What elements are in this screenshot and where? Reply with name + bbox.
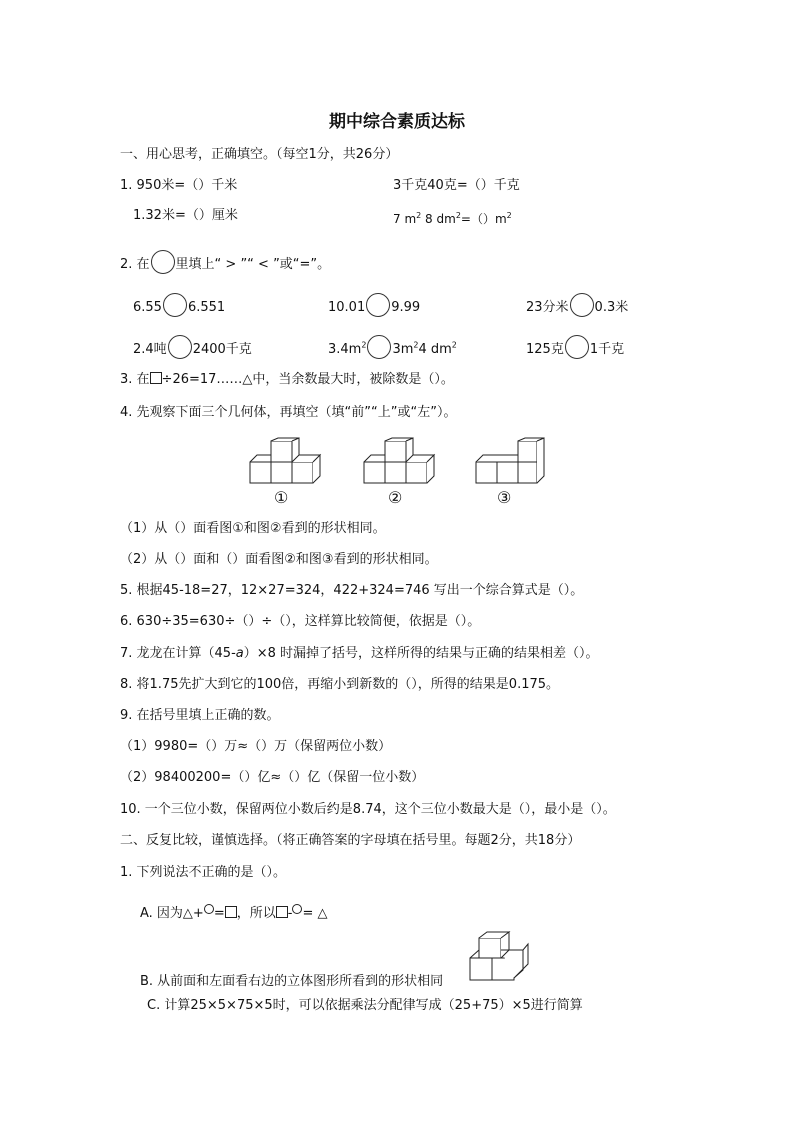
q6: 6. 630÷35=630÷（）÷（），这样算比较简便，依据是（）。 [120, 614, 481, 629]
solid-figure-2 [364, 438, 434, 486]
s2-q1-stem: 1. 下列说法不正确的是（）。 [120, 865, 287, 880]
s2-q1-option-c: C. 计算25×5×75×5时，可以依据乘法分配律写成（25+75）×5进行简算 [147, 998, 583, 1013]
q1-a: 1. 950米=（）千米 [120, 178, 238, 193]
s2-q1-option-b: B. 从前面和左面看右边的立体图形所看到的形状相同 [140, 974, 444, 989]
q3: 3. 在 ÷26=17……△中，当余数最大时，被除数是（）。 [120, 372, 454, 387]
compare-circle[interactable] [367, 335, 391, 359]
blank-square[interactable] [150, 372, 162, 384]
compare-circle[interactable] [163, 293, 187, 317]
figure-label-1: ① [274, 488, 289, 507]
q1-d: 7 $m^2$ 8 $dm^2=()m^2$ [393, 211, 512, 226]
square-shape [225, 906, 237, 918]
q1-b: 3千克40克=（）千克 [393, 178, 520, 193]
compare-circle[interactable] [366, 293, 390, 317]
q7: 7. 龙龙在计算（45-a）×8 时漏掉了括号，这样所得的结果与正确的结果相差（）。 [120, 646, 599, 661]
figure-label-3: ③ [497, 488, 512, 507]
q5: 5. 根据45-18=27，12×27=324，422+324=746 写出一个综合算式是（）。 [120, 583, 584, 598]
q9-b: （2）98400200=（）亿≈（）亿（保留一位小数） [120, 770, 425, 785]
q2-item-5: $3.4m^2$ $3m^24$ $dm^2$ [328, 335, 457, 359]
section2-heading: 二、反复比较，谨慎选择。（将正确答案的字母填在括号里。每题2分，共18分） [120, 833, 581, 848]
page-title: 期中综合素质达标 [329, 112, 465, 132]
q4-b: （2）从（）面和（）面看图②和图③看到的形状相同。 [120, 552, 438, 567]
q2-item-2: 10.01 9.99 [328, 293, 420, 317]
circle-shape [292, 904, 302, 914]
solid-figure-3 [476, 438, 544, 486]
compare-circle[interactable] [168, 335, 192, 359]
q2-item-3: 23分米 0.3米 [526, 293, 628, 317]
q4-a: （1）从（）面看图①和图②看到的形状相同。 [120, 521, 386, 536]
q1-c: 1.32米=（）厘米 [133, 208, 238, 223]
s2-q1-option-a: A. 因为△+ = ，所以 - = △ [140, 906, 328, 921]
q2-stem: 2. 在 里填上“ > ”“ < ”或“=”。 [120, 250, 330, 274]
compare-circle[interactable] [570, 293, 594, 317]
solid-figure-1 [250, 438, 320, 486]
q2-item-6: 125克 1千克 [526, 335, 624, 359]
q9-stem: 9. 在括号里填上正确的数。 [120, 708, 280, 723]
solid-figure-option-b [470, 930, 528, 982]
square-shape [276, 906, 288, 918]
section1-heading: 一、用心思考，正确填空。（每空1分，共26分） [120, 147, 399, 162]
q4-stem: 4. 先观察下面三个几何体，再填空（填“前”“上”或“左”）。 [120, 405, 457, 420]
q10: 10. 一个三位小数，保留两位小数后约是8.74，这个三位小数最大是（），最小是（）。 [120, 802, 616, 817]
circle-shape [204, 904, 214, 914]
q2-item-4: 2.4吨 2400千克 [133, 335, 252, 359]
q9-a: （1）9980=（）万≈（）万（保留两位小数） [120, 739, 392, 754]
figure-label-2: ② [388, 488, 403, 507]
compare-circle[interactable] [565, 335, 589, 359]
compare-circle [151, 250, 175, 274]
q8: 8. 将1.75先扩大到它的100倍，再缩小到新数的（），所得的结果是0.175。 [120, 677, 560, 692]
q2-item-1: 6.55 6.551 [133, 293, 225, 317]
